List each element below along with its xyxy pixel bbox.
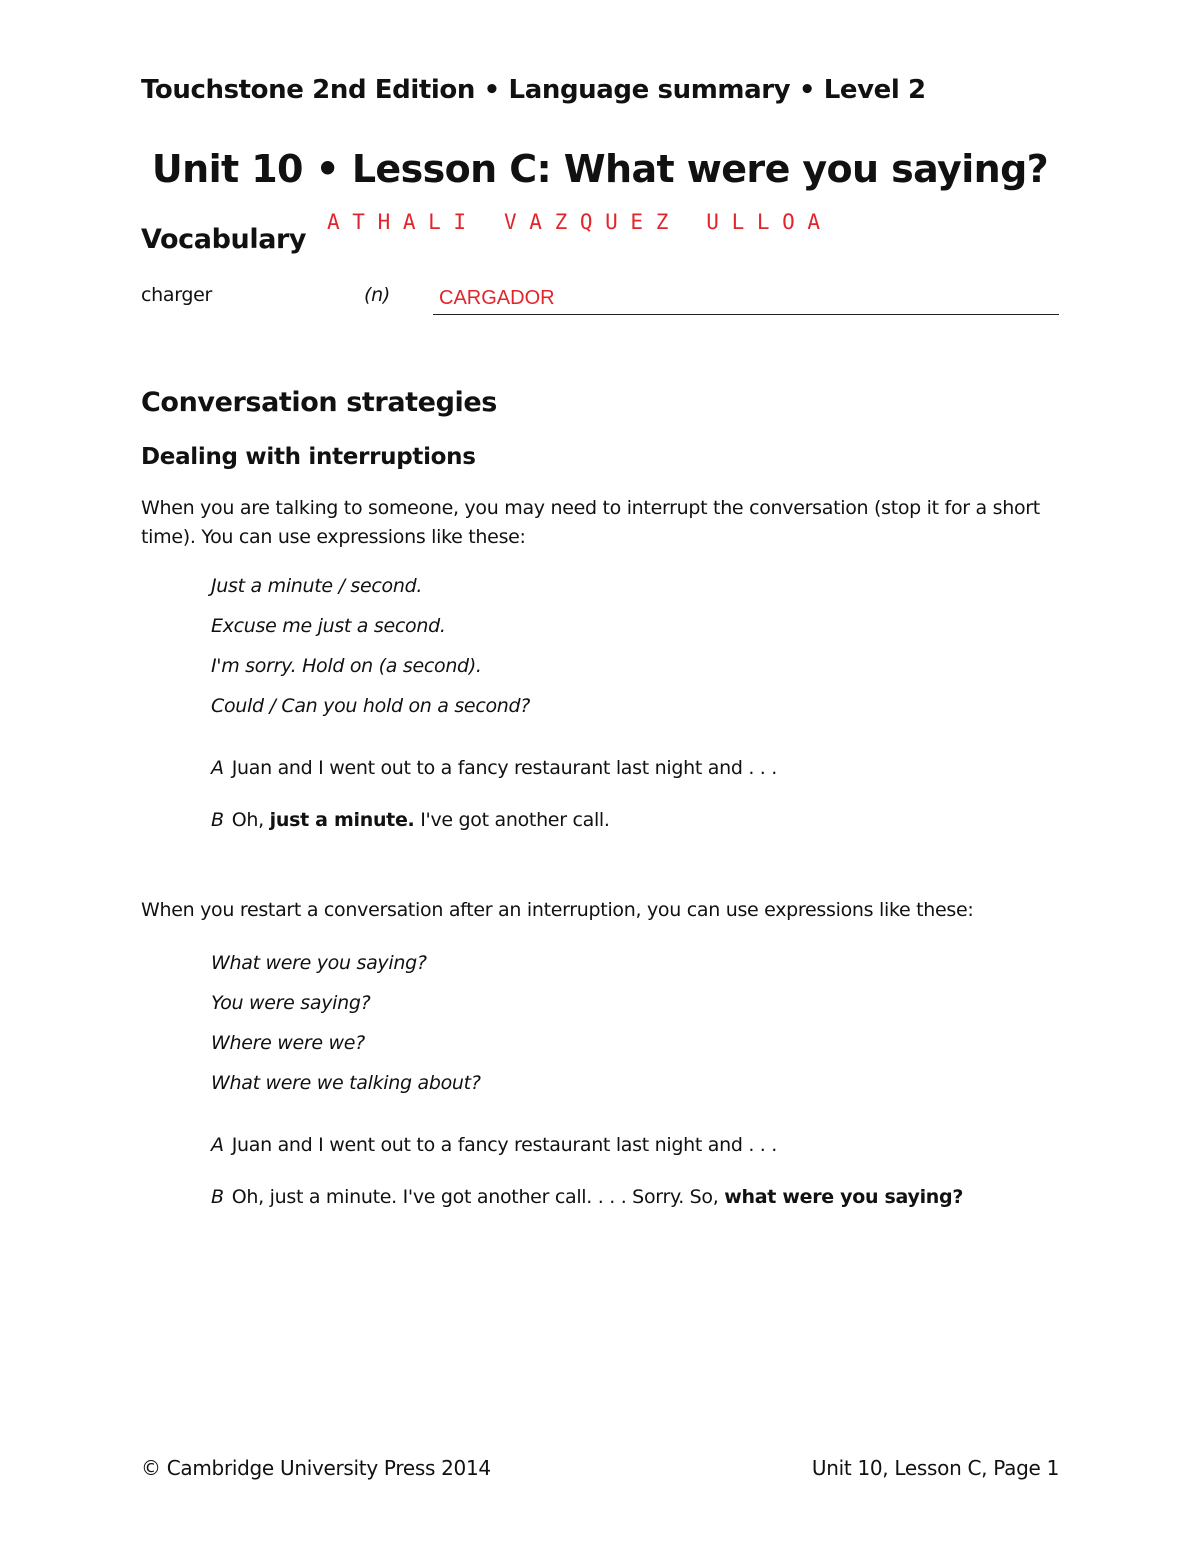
dialog1-line-b (211, 809, 610, 831)
speaker-label: B (211, 1186, 224, 1208)
strategies-subheading: Dealing with interruptions (141, 444, 476, 470)
speaker-label: A (211, 757, 224, 779)
page-title: Unit 10 • Lesson C: What were you saying? (151, 147, 1049, 191)
dialog-text: Oh, (231, 809, 264, 831)
restart-expression-item: What were we talking about? (211, 1072, 481, 1094)
expression-item: Just a minute / second. (211, 575, 423, 597)
vocab-answer[interactable]: CARGADOR (439, 287, 555, 309)
dialog-highlight: what were you saying? (724, 1186, 964, 1208)
dialog-highlight: just a minute. (269, 809, 415, 831)
speaker-label: A (211, 1134, 224, 1156)
expression-item: I'm sorry. Hold on (a second). (211, 655, 482, 677)
vocab-part-of-speech: (n) (364, 284, 390, 306)
restart-expression-item: What were you saying? (211, 952, 427, 974)
dialog-text: Oh, just a minute. I've got another call. . . . Sorry. So, (231, 1186, 719, 1208)
interrupt-intro: When you are talking to someone, you may need to interrupt the conversation (stop it for a short time). You can use expressions like these: (141, 497, 1040, 548)
document-header: Touchstone 2nd Edition • Language summary • Level 2 (141, 75, 926, 105)
vocab-word: charger (141, 284, 213, 306)
dialog2-line-a (211, 1134, 777, 1156)
student-name: A T H A L I V A Z Q U E Z U L L O A (327, 210, 821, 234)
dialog-text: Juan and I went out to a fancy restaurant last night and . . . (231, 757, 778, 779)
restart-expression-item: Where were we? (211, 1032, 365, 1054)
footer-page-number: Unit 10, Lesson C, Page 1 (811, 1456, 1059, 1480)
dialog2-line-b (211, 1186, 963, 1208)
vocabulary-heading: Vocabulary (141, 224, 307, 255)
speaker-label: B (211, 809, 224, 831)
strategies-heading: Conversation strategies (141, 387, 497, 418)
restart-intro: When you restart a conversation after an interruption, you can use expressions like these: (141, 899, 974, 921)
answer-underline (433, 314, 1059, 315)
restart-expression-item: You were saying? (211, 992, 371, 1014)
expression-item: Could / Can you hold on a second? (211, 695, 531, 717)
dialog-text: I've got another call. (420, 809, 610, 831)
expression-item: Excuse me just a second. (211, 615, 446, 637)
dialog-text: Juan and I went out to a fancy restaurant last night and . . . (231, 1134, 778, 1156)
footer-copyright: © Cambridge University Press 2014 (141, 1456, 491, 1480)
dialog1-line-a (211, 757, 777, 779)
